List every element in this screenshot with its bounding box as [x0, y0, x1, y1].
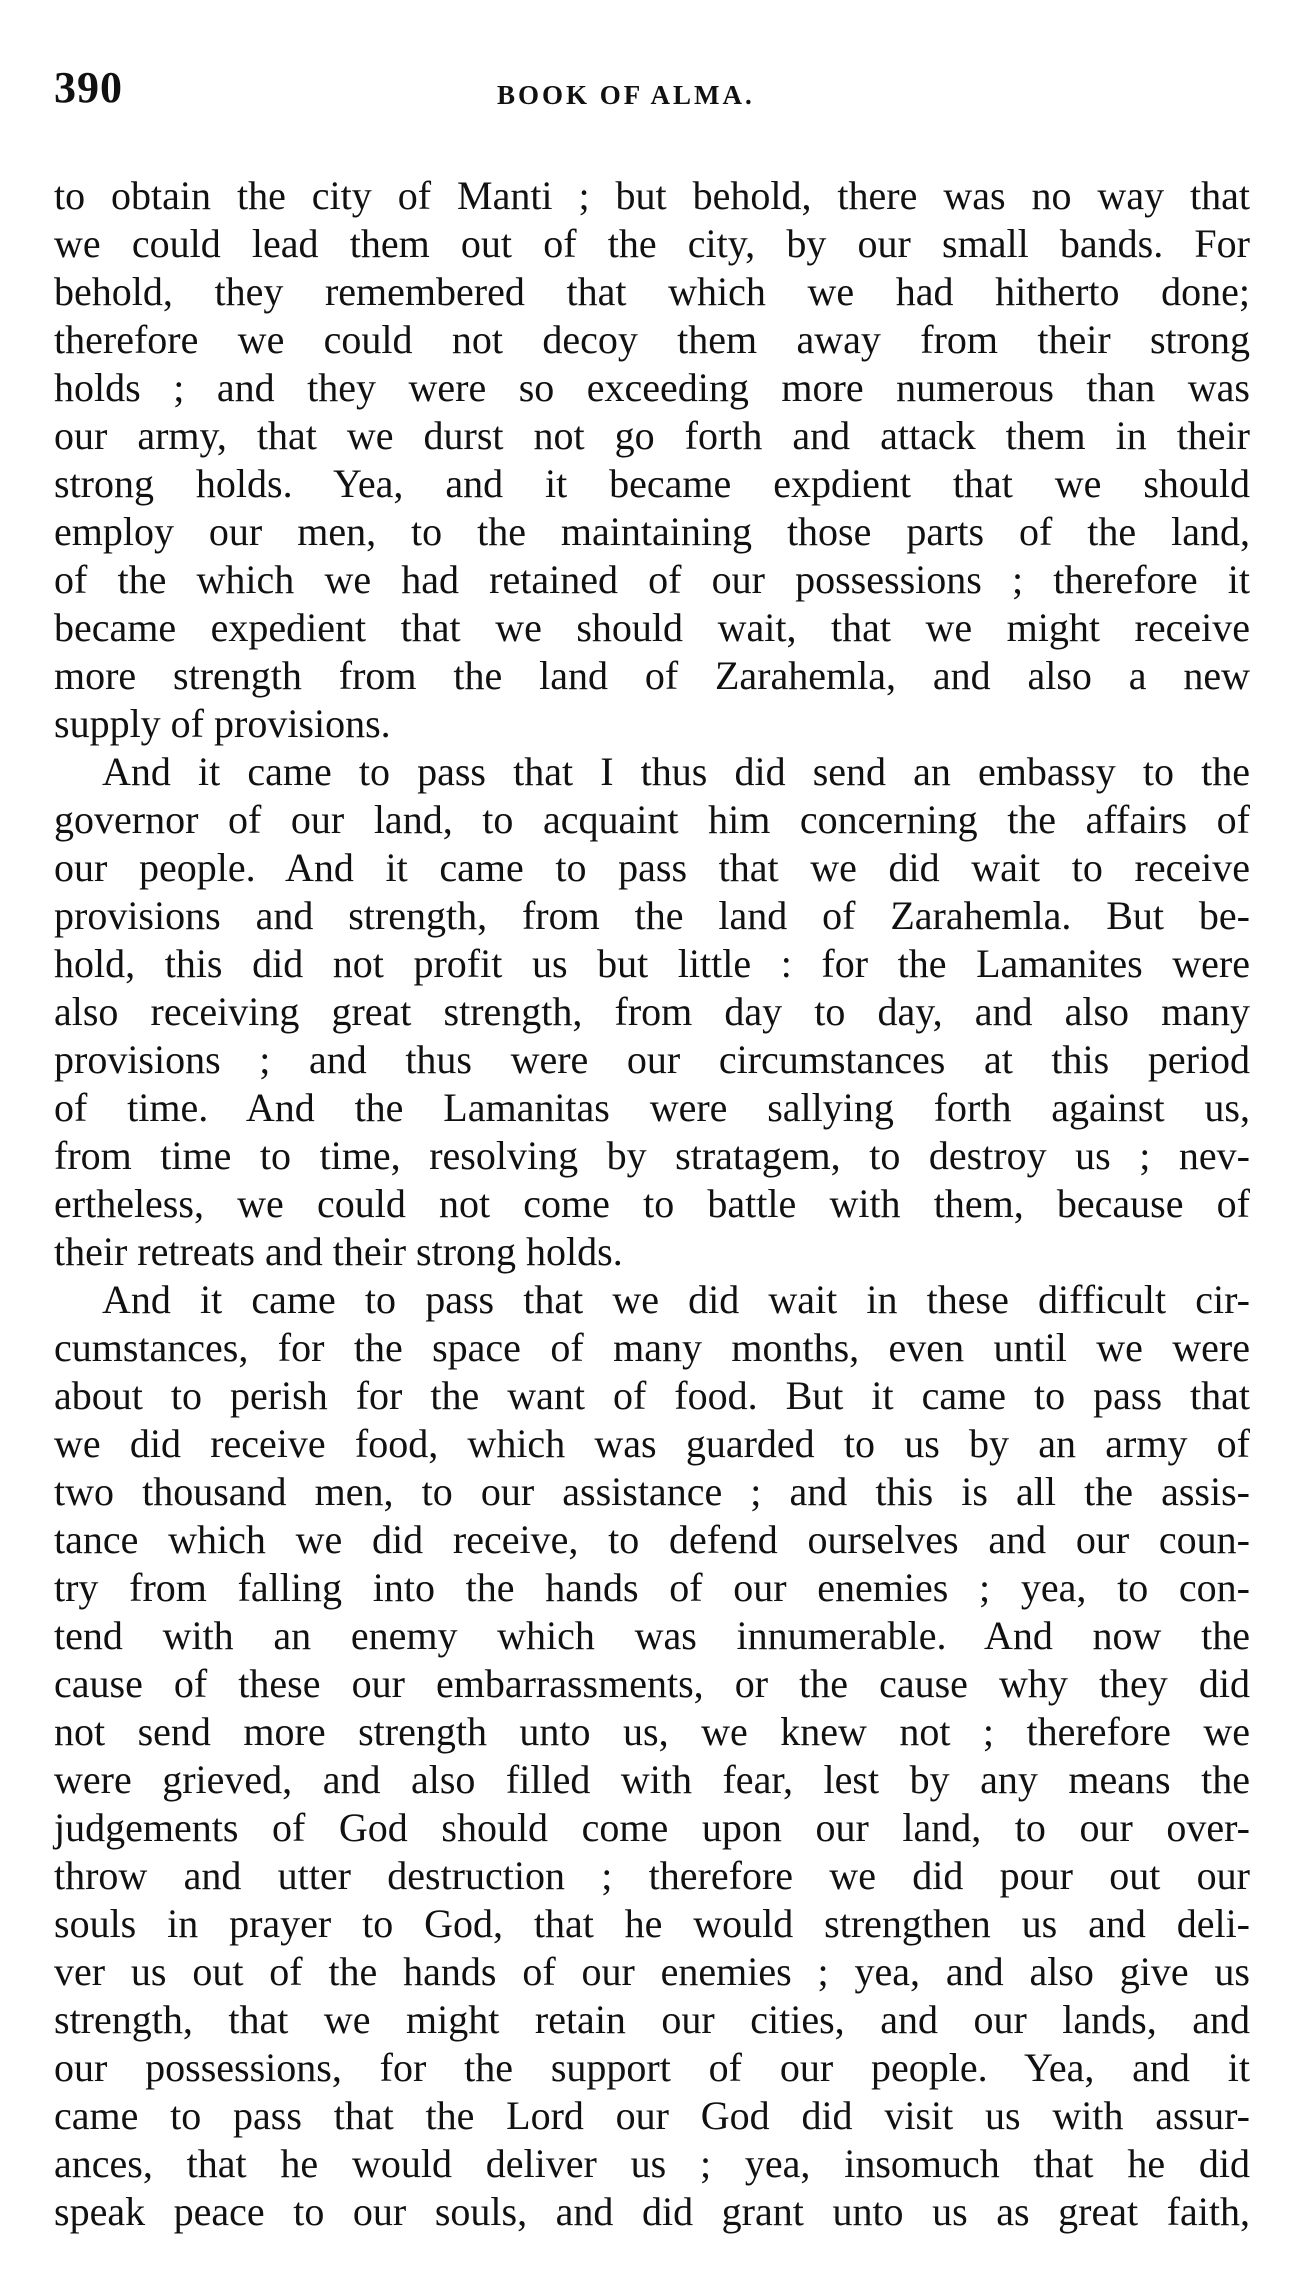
body-text: [54, 172, 1250, 2236]
text-line: speak peace to our souls, and did grant unto us as great faith,: [54, 2189, 1250, 2234]
text-line: hold, this did not profit us but little : for the Lamanites were: [54, 941, 1250, 986]
text-line: our people. And it came to pass that we did wait to receive: [54, 845, 1250, 890]
text-line: their retreats and their strong holds.: [54, 1229, 623, 1274]
paragraph-start-line: And it came to pass that we did wait in these difficult cir-: [102, 1277, 1250, 1322]
text-line: cause of these our embarrassments, or the cause why they did: [54, 1661, 1250, 1706]
text-line: tance which we did receive, to defend ourselves and our coun-: [54, 1517, 1250, 1562]
running-head: BOOK OF ALMA.: [497, 80, 755, 110]
text-line: strong holds. Yea, and it became expdient that we should: [54, 461, 1250, 506]
text-line: provisions ; and thus were our circumstances at this period: [54, 1037, 1250, 1082]
text-line: ances, that he would deliver us ; yea, insomuch that he did: [54, 2141, 1250, 2186]
text-line: tend with an enemy which was innumerable. And now the: [54, 1613, 1250, 1658]
text-line: we did receive food, which was guarded to us by an army of: [54, 1421, 1250, 1466]
text-line: we could lead them out of the city, by our small bands. For: [54, 221, 1250, 266]
text-line: not send more strength unto us, we knew not ; therefore we: [54, 1709, 1250, 1754]
text-line: supply of provisions.: [54, 701, 391, 746]
text-line: also receiving great strength, from day to day, and also many: [54, 989, 1250, 1034]
text-line: of the which we had retained of our possessions ; therefore it: [54, 557, 1250, 602]
text-line: employ our men, to the maintaining those parts of the land,: [54, 509, 1250, 554]
text-line: provisions and strength, from the land of Zarahemla. But be-: [54, 893, 1250, 938]
text-line: behold, they remembered that which we had hitherto done;: [54, 269, 1250, 314]
book-page: [54, 62, 1250, 2236]
text-line: about to perish for the want of food. But it came to pass that: [54, 1373, 1250, 1418]
page-number: 390: [54, 63, 123, 112]
text-line: came to pass that the Lord our God did visit us with assur-: [54, 2093, 1250, 2138]
text-line: from time to time, resolving by stratagem, to destroy us ; nev-: [54, 1133, 1250, 1178]
text-line: two thousand men, to our assistance ; and this is all the assis-: [54, 1469, 1250, 1514]
text-line: ver us out of the hands of our enemies ; yea, and also give us: [54, 1949, 1250, 1994]
text-line: holds ; and they were so exceeding more numerous than was: [54, 365, 1250, 410]
text-line: to obtain the city of Manti ; but behold, there was no way that: [54, 173, 1250, 218]
text-line: of time. And the Lamanitas were sallying forth against us,: [54, 1085, 1250, 1130]
text-line: cumstances, for the space of many months, even until we were: [54, 1325, 1250, 1370]
text-line: were grieved, and also filled with fear, lest by any means the: [54, 1757, 1250, 1802]
text-line: governor of our land, to acquaint him concerning the affairs of: [54, 797, 1250, 842]
text-line: strength, that we might retain our cities, and our lands, and: [54, 1997, 1250, 2042]
text-line: therefore we could not decoy them away from their strong: [54, 317, 1250, 362]
text-line: our army, that we durst not go forth and attack them in their: [54, 413, 1250, 458]
text-line: our possessions, for the support of our people. Yea, and it: [54, 2045, 1250, 2090]
text-line: souls in prayer to God, that he would strengthen us and deli-: [54, 1901, 1250, 1946]
page-header: [54, 62, 1250, 142]
text-line: more strength from the land of Zarahemla, and also a new: [54, 653, 1250, 698]
text-line: throw and utter destruction ; therefore we did pour out our: [54, 1853, 1250, 1898]
text-line: ertheless, we could not come to battle with them, because of: [54, 1181, 1250, 1226]
paragraph-start-line: And it came to pass that I thus did send an embassy to the: [102, 749, 1250, 794]
text-line: judgements of God should come upon our land, to our over-: [54, 1805, 1250, 1850]
text-line: became expedient that we should wait, that we might receive: [54, 605, 1250, 650]
text-line: try from falling into the hands of our enemies ; yea, to con-: [54, 1565, 1250, 1610]
